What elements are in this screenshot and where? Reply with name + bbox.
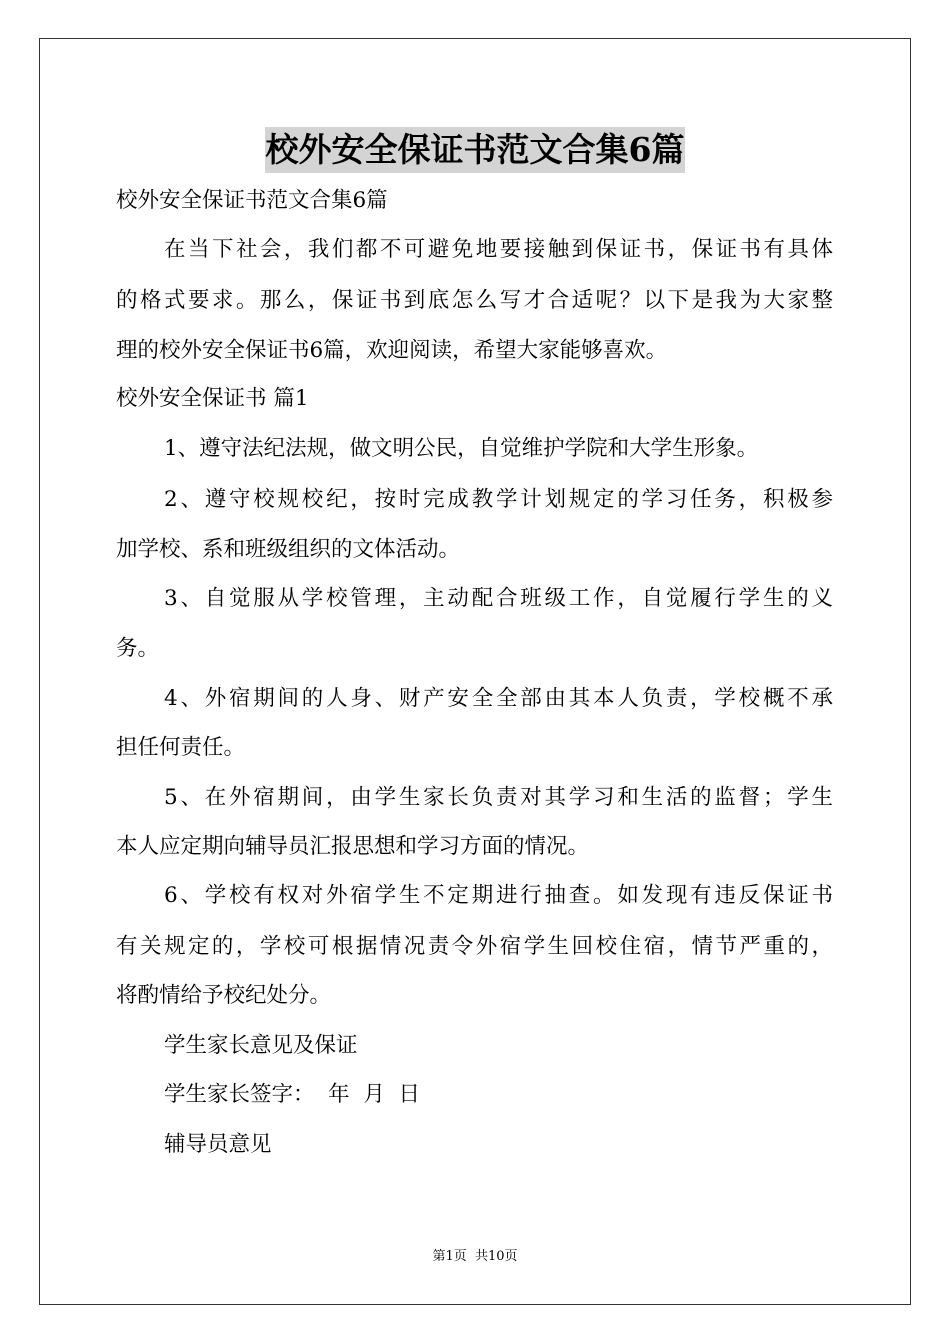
- item-6-line-1: 6、学校有权对外宿学生不定期进行抽查。如发现有违反保证书: [164, 883, 833, 908]
- item-3-line-2: 务。: [116, 636, 160, 661]
- intro-line-2: 的格式要求。那么，保证书到底怎么写才合适呢？以下是我为大家整: [116, 288, 833, 313]
- item-5-line-2: 本人应定期向辅导员汇报思想和学习方面的情况。: [116, 834, 590, 859]
- counselor-opinion: 辅导员意见: [164, 1132, 272, 1157]
- item-4-line-2: 担任何责任。: [116, 735, 246, 760]
- item-2-line-1: 2、遵守校规校纪，按时完成教学计划规定的学习任务，积极参: [164, 487, 833, 512]
- document-title: 校外安全保证书范文合集6篇: [265, 127, 686, 173]
- item-2-line-2: 加学校、系和班级组织的文体活动。: [116, 537, 461, 562]
- document-subtitle: 校外安全保证书范文合集6篇: [116, 188, 388, 213]
- page-footer: 第1页 共10页: [432, 1249, 518, 1264]
- parent-signature: 学生家长签字： 年 月 日: [164, 1082, 421, 1107]
- item-3-line-1: 3、自觉服从学校管理，主动配合班级工作，自觉履行学生的义: [164, 586, 833, 611]
- item-6-line-3: 将酌情给予校纪处分。: [116, 983, 332, 1008]
- parent-opinion: 学生家长意见及保证: [164, 1033, 358, 1058]
- item-6-line-2: 有关规定的，学校可根据情况责令外宿学生回校住宿，情节严重的，: [116, 934, 833, 959]
- intro-line-3: 理的校外安全保证书6篇，欢迎阅读，希望大家能够喜欢。: [116, 338, 668, 363]
- section-heading: 校外安全保证书 篇1: [116, 386, 309, 411]
- item-5-line-1: 5、在外宿期间，由学生家长负责对其学习和生活的监督；学生: [164, 785, 833, 810]
- item-4-line-1: 4、外宿期间的人身、财产安全全部由其本人负责，学校概不承: [164, 686, 833, 711]
- item-1-line-1: 1、遵守法纪法规，做文明公民，自觉维护学院和大学生形象。: [164, 436, 759, 461]
- title-wrap: [0, 127, 950, 173]
- intro-line-1: 在当下社会，我们都不可避免地要接触到保证书，保证书有具体: [164, 237, 833, 262]
- page-border: [39, 38, 911, 1305]
